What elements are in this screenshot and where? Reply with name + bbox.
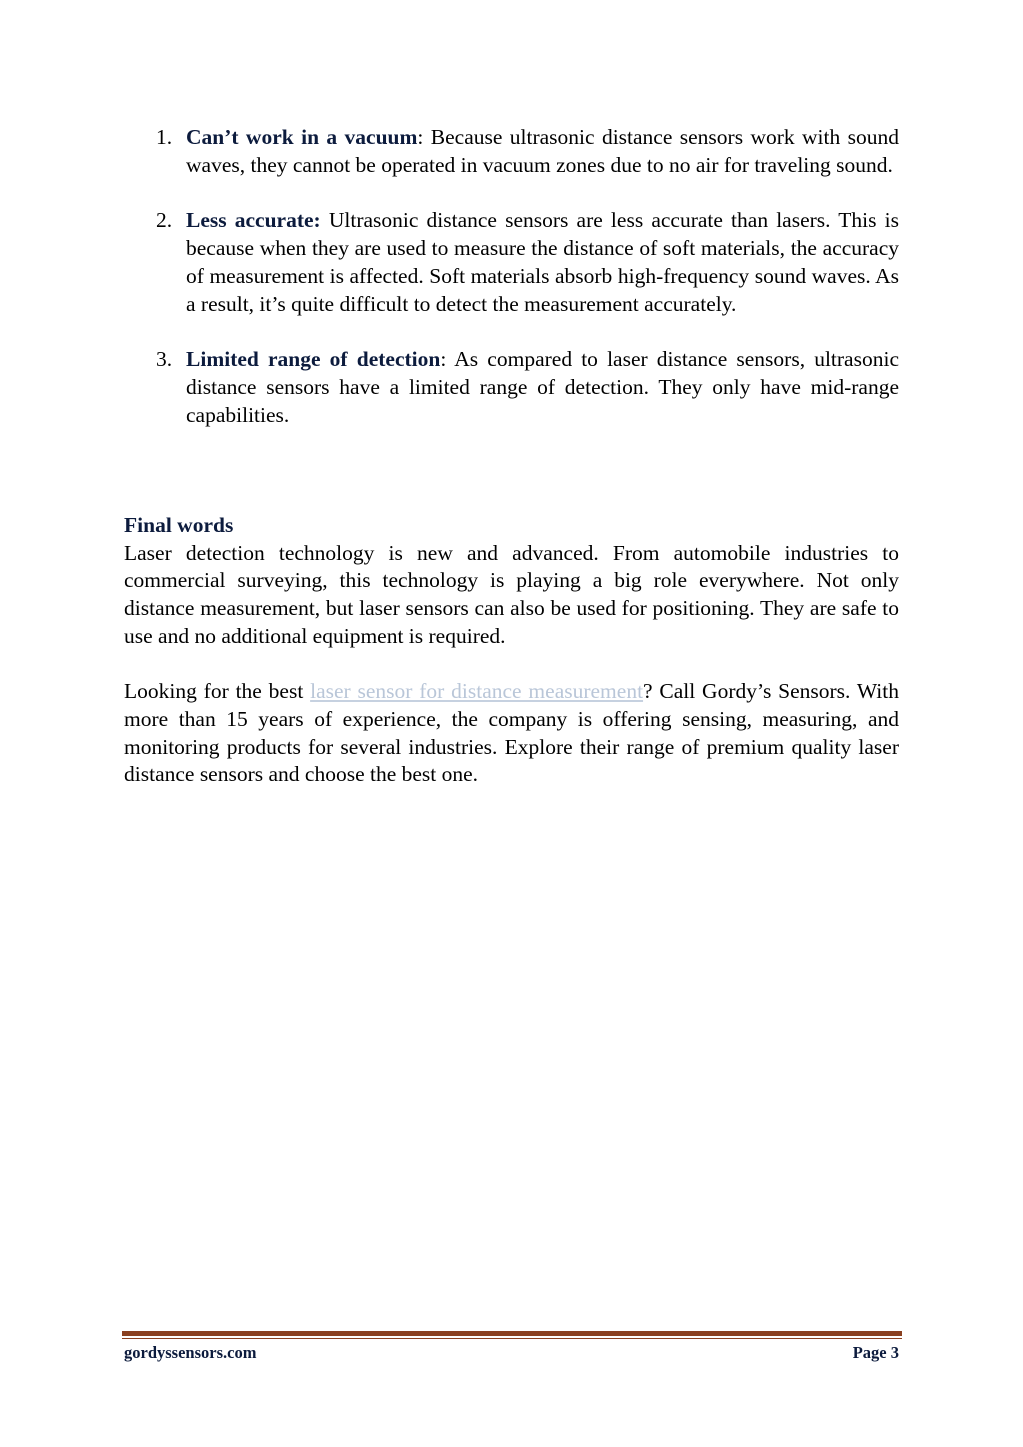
list-term: Limited range of detection	[186, 347, 441, 372]
list-number: 3.	[156, 347, 173, 372]
list-term: Can’t work in a vacuum	[186, 125, 418, 149]
list-separator: :	[417, 125, 424, 149]
list-item	[124, 207, 899, 318]
list-text: As compared to laser distance sensors, ultrasonic distance sensors have a limited range of detection. They only have mid-range capabilities.	[186, 347, 899, 427]
list-text: Ultrasonic distance sensors are less accurate than lasers. This is because when they are used to measure the distance of soft materials, the accuracy of measurement is affected. Soft materials absorb high-frequency sound waves. As a result, it’s quite difficult to detect the measurement accurately.	[186, 208, 899, 316]
list-text: Because ultrasonic distance sensors work with sound waves, they cannot be operated in vacuum zones due to no air for traveling sound.	[186, 125, 899, 177]
final-words-section	[124, 512, 899, 817]
list-number: 1.	[156, 125, 173, 149]
list-separator: :	[440, 347, 447, 372]
numbered-list	[124, 124, 899, 457]
footer-rule-thin	[122, 1338, 902, 1339]
body-paragraph	[124, 678, 899, 789]
body-paragraph: Laser detection technology is new and advanced. From automobile industries to commercial surveying, this technology is playing a big role everywhere. Not only distance measurement, but laser sensors can also be used for positioning. They are safe to use and no additional equipment is required.	[124, 540, 899, 648]
laser-sensor-link[interactable]: laser sensor for distance measurement	[310, 679, 644, 704]
paragraph-text: ? Call Gordy’s Sensors. With more than 15 years of experience, the company is offering sensing, measuring, and monitoring products for several industries. Explore their range of premium quality laser distance sensors and choose the best one.	[124, 679, 899, 787]
list-term: Less accurate:	[186, 208, 321, 233]
footer-site: gordyssensors.com	[124, 1343, 257, 1362]
footer-page-number: Page 3	[852, 1343, 899, 1362]
paragraph-text: Looking for the best	[124, 679, 311, 704]
list-item	[124, 346, 899, 429]
list-item	[124, 124, 899, 179]
footer-rule	[122, 1331, 902, 1336]
list-number: 2.	[156, 208, 173, 233]
section-heading: Final words	[124, 513, 234, 537]
